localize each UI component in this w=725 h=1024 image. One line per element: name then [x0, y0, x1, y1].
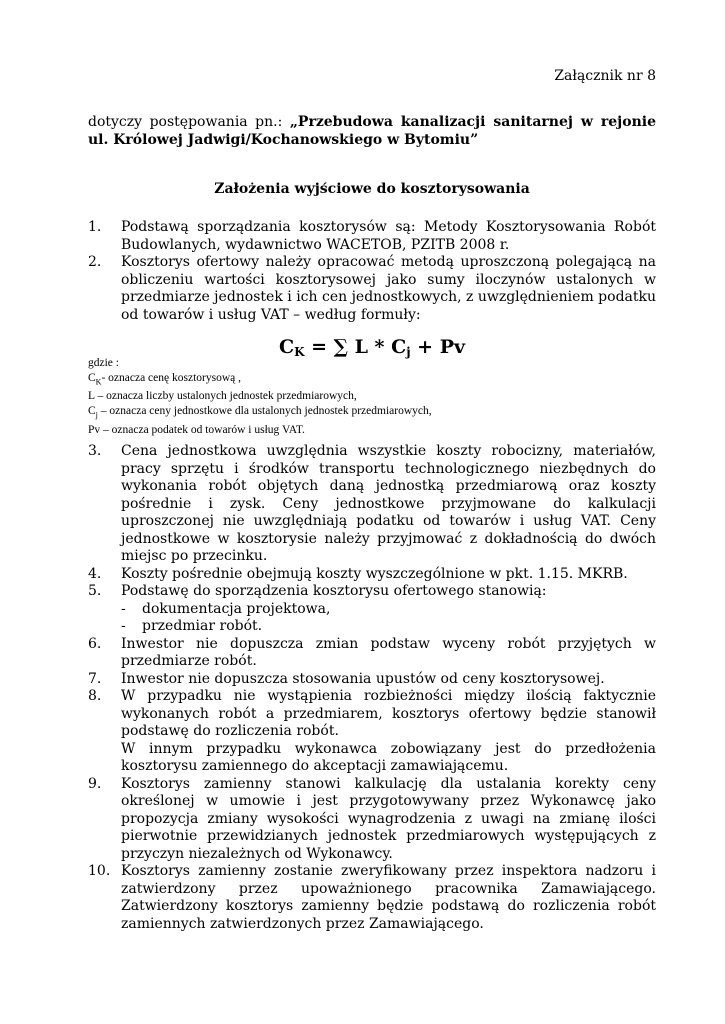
- formula-c-subscript: K: [294, 345, 305, 359]
- item-number: 6.: [88, 635, 102, 652]
- item-text: Podstawę do sporządzenia kosztorysu ofertowego stanowią:: [121, 583, 547, 599]
- list-part-1: [88, 219, 656, 324]
- list-item-7: [88, 671, 656, 689]
- item-text: Kosztorys zamienny zostanie zweryfikowany przez inspektora nadzoru i zatwierdzony przez upoważnionego pracownika Zamawiającego. Zatwierdzony kosztorys zamienny będzie podstawą do rozliczenia robót zamiennych zatwierdzonych przez Zamawiającego.: [121, 863, 656, 932]
- item-text: Inwestor nie dopuszcza zmian podstaw wyceny robót przyjętych w przedmiarze robót.: [121, 635, 656, 669]
- item-number: 4.: [88, 565, 102, 582]
- item-number: 3.: [88, 443, 102, 459]
- legend-ck-subscript: K: [95, 376, 102, 386]
- formula-end: + Pv: [410, 336, 466, 358]
- list-item-10: [88, 863, 656, 933]
- list-item-6: [88, 636, 656, 671]
- sub-item: [121, 618, 656, 636]
- item-number: 8.: [88, 688, 102, 704]
- legend-cj-symbol: C: [88, 405, 96, 418]
- list-item-1: [88, 219, 656, 254]
- sub-item: [121, 601, 656, 619]
- section-heading: Założenia wyjściowe do kosztorysowania: [214, 181, 530, 197]
- list-item-9: [88, 776, 656, 864]
- procurement-subject: [88, 114, 656, 149]
- item-text: Kosztorys ofertowy należy opracować metodą uproszczoną polegającą na obliczeniu wartości kosztorysowej jako sumy iloczynów ustalonych w przedmiarze jednostek i ich cen jednostkowych, z uwzględnieniem podatku od towarów i usług VAT – według formuły:: [121, 254, 656, 323]
- list-item-3: [88, 443, 656, 566]
- item-number: 5.: [88, 583, 102, 599]
- item-text: Inwestor nie dopuszcza stosowania upustów od ceny kosztorysowej.: [121, 670, 605, 687]
- sub-item-dash: -: [121, 600, 126, 617]
- legend-cj-subscript: j: [95, 410, 98, 420]
- sub-item-text: dokumentacja projektowa,: [142, 600, 331, 617]
- list-part-2: [88, 443, 656, 933]
- item-text: Kosztorys zamienny stanowi kalkulację dla ustalania korekty ceny określonej w umowie i jest przygotowywany przez Wykonawcę jako propozycja zmiany wysokości wynagrodzenia z uwagi na zmianę ilości pierwotnie przewidzianych jednostek przedmiarowych występujących z przyczyn niezależnych od Wykonawcy.: [121, 775, 656, 862]
- formula-c: C: [278, 336, 295, 358]
- sub-item-text: przedmiar robót.: [142, 618, 263, 634]
- legend-ck-text: - oznacza cenę kosztorysową ,: [101, 371, 241, 384]
- item-number: 1.: [88, 219, 102, 235]
- legend-cj-text: – oznacza ceny jednostkowe dla ustalonych jednostek przedmiarowych,: [97, 405, 432, 418]
- legend-l-line: L – oznacza liczby ustalonych jednostek przedmiarowych,: [88, 390, 357, 403]
- formula-cj-subscript: j: [406, 345, 411, 359]
- item-text-continued: W innym przypadku wykonawca zobowiązany jest do przedłożenia kosztorysu zamiennego do akceptacji zamawiającemu.: [121, 740, 656, 774]
- item-text: Koszty pośrednie obejmują koszty wyszczególnione w pkt. 1.15. MKRB.: [121, 565, 628, 582]
- subject-title: „Przebudowa kanalizacji sanitarnej w rejonie ul. Królowej Jadwigi/Kochanowskiego w Bytomiu”: [88, 114, 656, 148]
- item-text: W przypadku nie wystąpienia rozbieżności między ilością faktycznie wykonanych robót a przedmiarem, kosztorys ofertowy będzie stanowił podstawę do rozliczenia robót.: [121, 688, 656, 739]
- item-number: 2.: [88, 254, 102, 270]
- legend-intro: gdzie :: [88, 357, 119, 369]
- item-number: 10.: [88, 863, 111, 879]
- item-number: 9.: [88, 775, 102, 792]
- list-item-2: [88, 254, 656, 324]
- item-text: Podstawą sporządzania kosztorysów są: Metody Kosztorysowania Robót Budowlanych, wydawnictwo WACETOB, PZITB 2008 r.: [121, 219, 656, 253]
- list-item-5: [88, 583, 656, 636]
- legend-pv-line: Pv – oznacza podatek od towarów i usług VAT.: [88, 423, 305, 436]
- sub-item-dash: -: [121, 618, 126, 634]
- list-item-4: [88, 566, 656, 584]
- item-number: 7.: [88, 670, 102, 687]
- formula-middle: = ∑ L * C: [304, 336, 407, 358]
- subject-prefix: dotyczy postępowania pn.:: [88, 114, 290, 130]
- list-item-8: [88, 688, 656, 776]
- legend-ck-symbol: C: [88, 371, 96, 384]
- legend-ck-line: [88, 371, 656, 390]
- legend-cj-line: [88, 404, 656, 423]
- formula-legend: [88, 356, 656, 438]
- annex-number: Załącznik nr 8: [554, 68, 656, 84]
- item-text: Cena jednostkowa uwzględnia wszystkie koszty robocizny, materiałów, pracy sprzętu i środków transportu technologicznego niezbędnych do wykonania robót objętych daną jednostką przedmiarową oraz koszty pośrednie i zysk. Ceny jednostkowe przyjmowane do kalkulacji uproszczonej nie uwzględniają podatku od towarów i usług VAT. Ceny jednostkowe w kosztorysie należy przyjmować z dokładnością do dwóch miejsc po przecinku.: [121, 443, 656, 564]
